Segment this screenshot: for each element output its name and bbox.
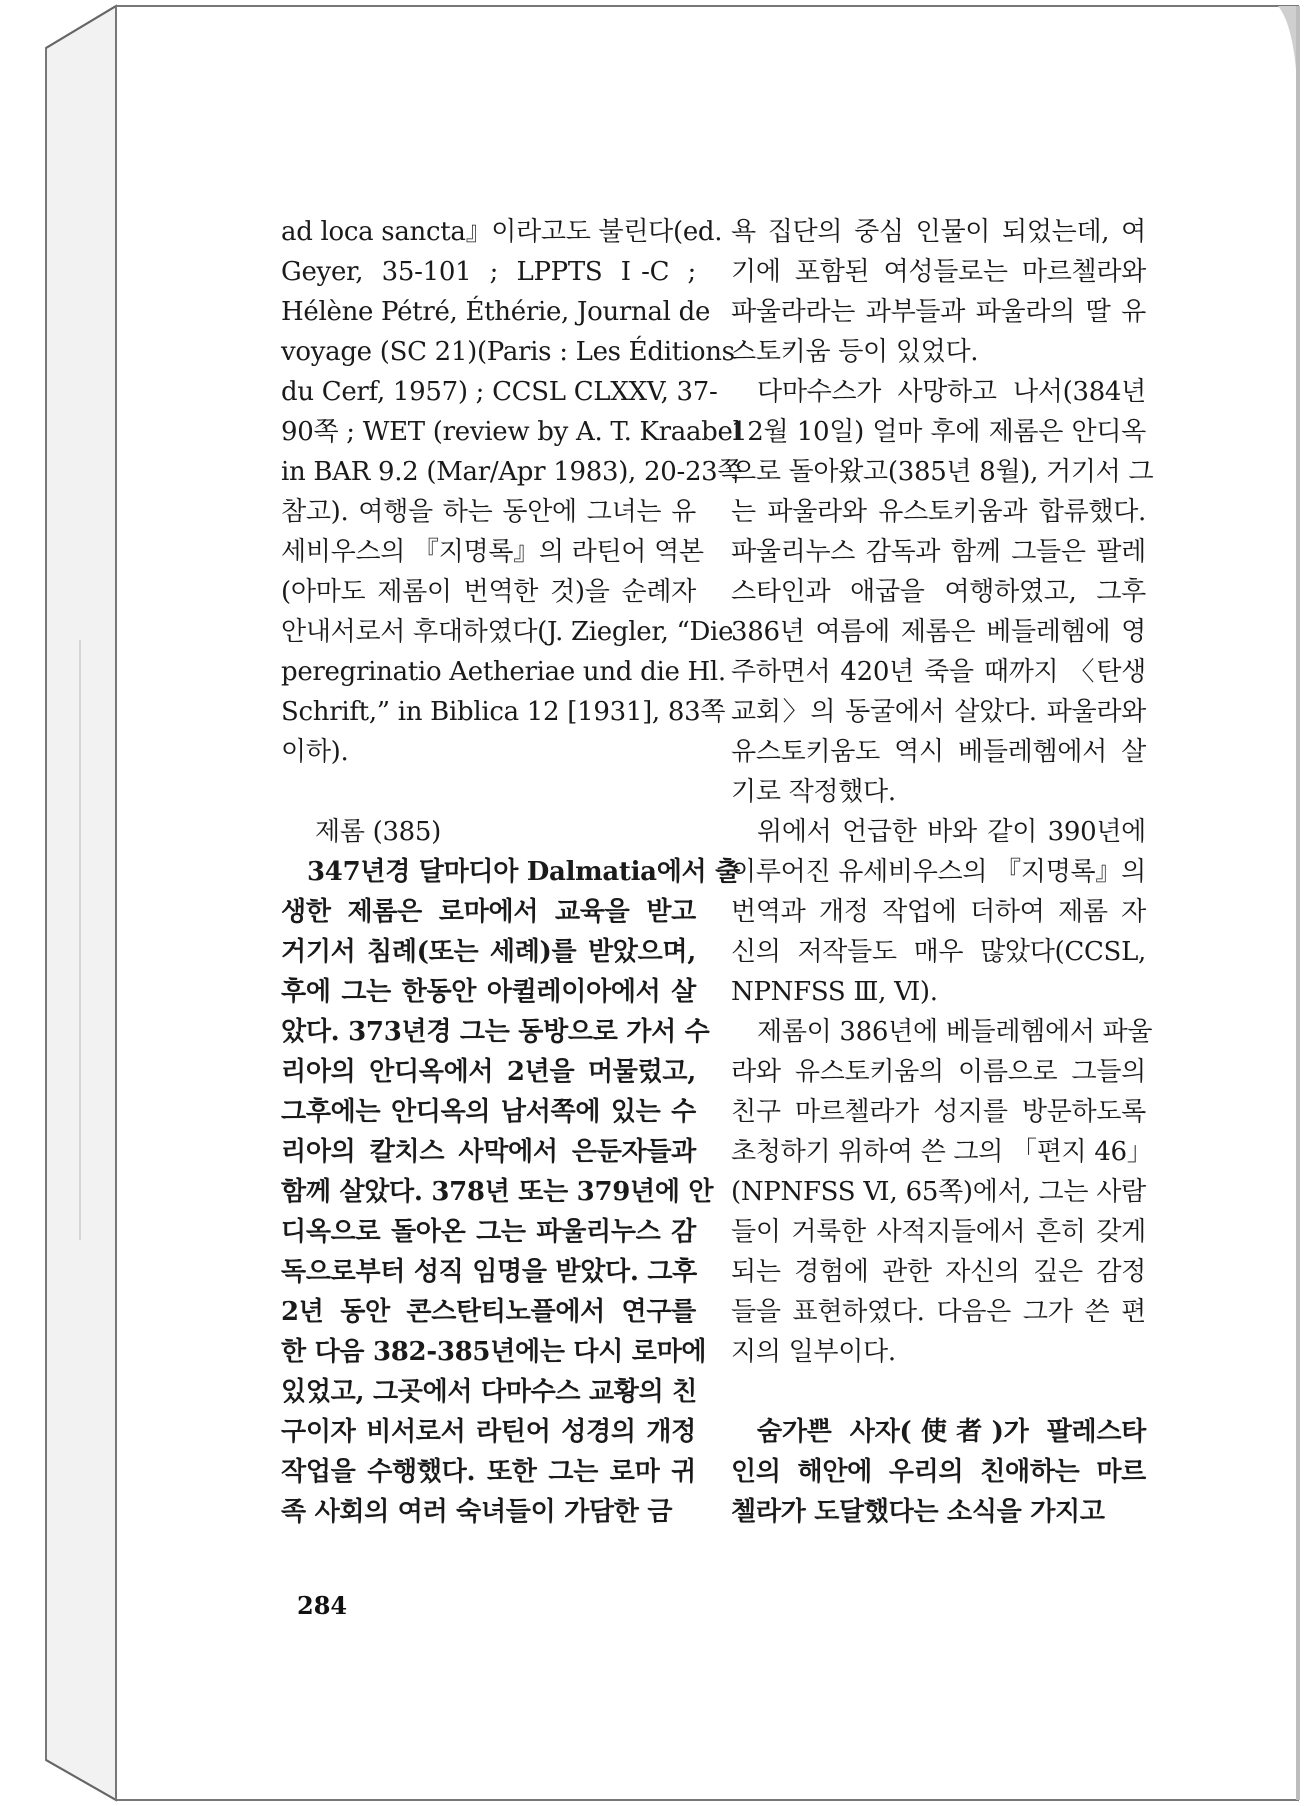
text-line: Geyer, 35-101 ; LPPTS Ⅰ-C ;	[281, 257, 696, 287]
text-line: 생한 제롬은 로마에서 교육을 받고	[281, 897, 696, 927]
text-line: 독으로부터 성직 임명을 받았다. 그후	[281, 1257, 697, 1287]
text-line: 다마수스가 사망하고 나서(384년	[757, 377, 1146, 407]
text-line: 욕 집단의 중심 인물이 되었는데, 여	[731, 217, 1146, 247]
text-line: 첼라가 도달했다는 소식을 가지고	[731, 1497, 1105, 1527]
text-line: 스토키움 등이 있었다.	[731, 337, 979, 367]
text-line: 참고). 여행을 하는 동안에 그녀는 유	[281, 497, 696, 527]
text-line: 번역과 개정 작업에 더하여 제롬 자	[731, 897, 1146, 927]
text-line: 기에 포함된 여성들로는 마르첼라와	[731, 257, 1146, 287]
text-line: 리아의 칼치스 사막에서 은둔자들과	[281, 1137, 696, 1167]
text-line: 그후에는 안디옥의 남서쪽에 있는 수	[281, 1097, 696, 1127]
text-line: 세비우스의 『지명록』의 라틴어 역본	[281, 537, 704, 567]
text-line: 이하).	[281, 737, 349, 767]
text-line: du Cerf, 1957) ; CCSL CLXXV, 37-	[281, 377, 718, 407]
text-line: 족 사회의 여러 숙녀들이 가담한 금	[281, 1497, 673, 1527]
text-line: NPNFSS Ⅲ, Ⅵ).	[731, 977, 938, 1007]
left-column	[281, 212, 743, 1532]
text-line: 들이 거룩한 사적지들에서 흔히 갖게	[731, 1217, 1146, 1247]
text-line: 숨가쁜 사자(使者)가 팔레스타	[757, 1417, 1146, 1447]
text-line: 거기서 침례(또는 세례)를 받았으며,	[281, 937, 696, 967]
text-line: 구이자 비서로서 라틴어 성경의 개정	[281, 1417, 696, 1447]
section-heading: 제롬 (385)	[315, 817, 442, 847]
text-line: 지의 일부이다.	[731, 1337, 896, 1367]
text-line: 되는 경험에 관한 자신의 깊은 감정	[731, 1257, 1146, 1287]
right-column	[731, 212, 1154, 1532]
text-line: 신의 저작들도 매우 많았다(CCSL,	[731, 937, 1146, 967]
text-line: 파울라라는 과부들과 파울라의 딸 유	[731, 297, 1146, 327]
text-line: 친구 마르첼라가 성지를 방문하도록	[731, 1097, 1146, 1127]
text-line: 주하면서 420년 죽을 때까지 〈탄생	[731, 657, 1146, 687]
text-line: 유스토키움도 역시 베들레헴에서 살	[731, 737, 1146, 767]
text-line: 한 다음 382-385년에는 다시 로마에	[281, 1337, 707, 1367]
text-line: 12월 10일) 얼마 후에 제롬은 안디옥	[731, 417, 1146, 447]
text-line: 작업을 수행했다. 또한 그는 로마 귀	[281, 1457, 696, 1487]
text-line: 386년 여름에 제롬은 베들레헴에 영	[731, 617, 1146, 647]
text-line: 들을 표현하였다. 다음은 그가 쓴 편	[731, 1297, 1146, 1327]
text-line: 함께 살았다. 378년 또는 379년에 안	[281, 1177, 714, 1207]
text-line: 후에 그는 한동안 아퀼레이아에서 살	[281, 977, 696, 1007]
text-line: Hélène Pétré, Éthérie, Journal de	[281, 297, 711, 327]
text-line: 스타인과 애굽을 여행하였고, 그후	[731, 577, 1146, 607]
text-line: 디옥으로 돌아온 그는 파울리누스 감	[281, 1217, 696, 1247]
text-line: 는 파울라와 유스토키움과 합류했다.	[731, 497, 1146, 527]
text-line: Schrift,” in Biblica 12 [1931], 83쪽	[281, 697, 726, 727]
text-line: 제롬이 386년에 베들레헴에서 파울	[757, 1017, 1153, 1047]
text-line: voyage (SC 21)(Paris : Les Éditions	[281, 337, 735, 367]
text-line: ad loca sancta』이라고도 불린다(ed.	[281, 217, 723, 247]
text-line: in BAR 9.2 (Mar/Apr 1983), 20-23쪽	[281, 457, 743, 487]
text-line: 초청하기 위하여 쓴 그의 「편지 46」	[731, 1137, 1153, 1167]
text-line: 2년 동안 콘스탄티노플에서 연구를	[281, 1297, 696, 1327]
text-line: 기로 작정했다.	[731, 777, 896, 807]
text-line: 이루어진 유세비우스의 『지명록』의	[731, 857, 1146, 887]
text-line: 으로 돌아왔고(385년 8월), 거기서 그	[731, 457, 1154, 487]
text-line: 라와 유스토키움의 이름으로 그들의	[731, 1057, 1146, 1087]
text-line: 안내서로서 후대하였다(J. Ziegler, “Die	[281, 617, 734, 647]
text-line: 았다. 373년경 그는 동방으로 가서 수	[281, 1017, 710, 1047]
text-line: 인의 해안에 우리의 친애하는 마르	[731, 1457, 1146, 1487]
text-line: 파울리누스 감독과 함께 그들은 팔레	[731, 537, 1146, 567]
text-line: 90쪽 ; WET (review by A. T. Kraabel	[281, 417, 741, 447]
text-line: 위에서 언급한 바와 같이 390년에	[757, 817, 1146, 847]
text-line: peregrinatio Aetheriae und die Hl.	[281, 657, 726, 687]
text-line: 교회〉의 동굴에서 살았다. 파울라와	[731, 697, 1146, 727]
text-line: 리아의 안디옥에서 2년을 머물렀고,	[281, 1057, 696, 1087]
page-number: 284	[297, 1591, 348, 1620]
text-line: (NPNFSS Ⅵ, 65쪽)에서, 그는 사람	[731, 1177, 1146, 1207]
text-line: 347년경 달마디아 Dalmatia에서 출	[307, 857, 740, 887]
blank-line	[281, 772, 696, 812]
blank-line	[731, 1372, 1146, 1412]
text-line: (아마도 제롬이 번역한 것)을 순례자	[281, 577, 696, 607]
text-line: 있었고, 그곳에서 다마수스 교황의 친	[281, 1377, 697, 1407]
